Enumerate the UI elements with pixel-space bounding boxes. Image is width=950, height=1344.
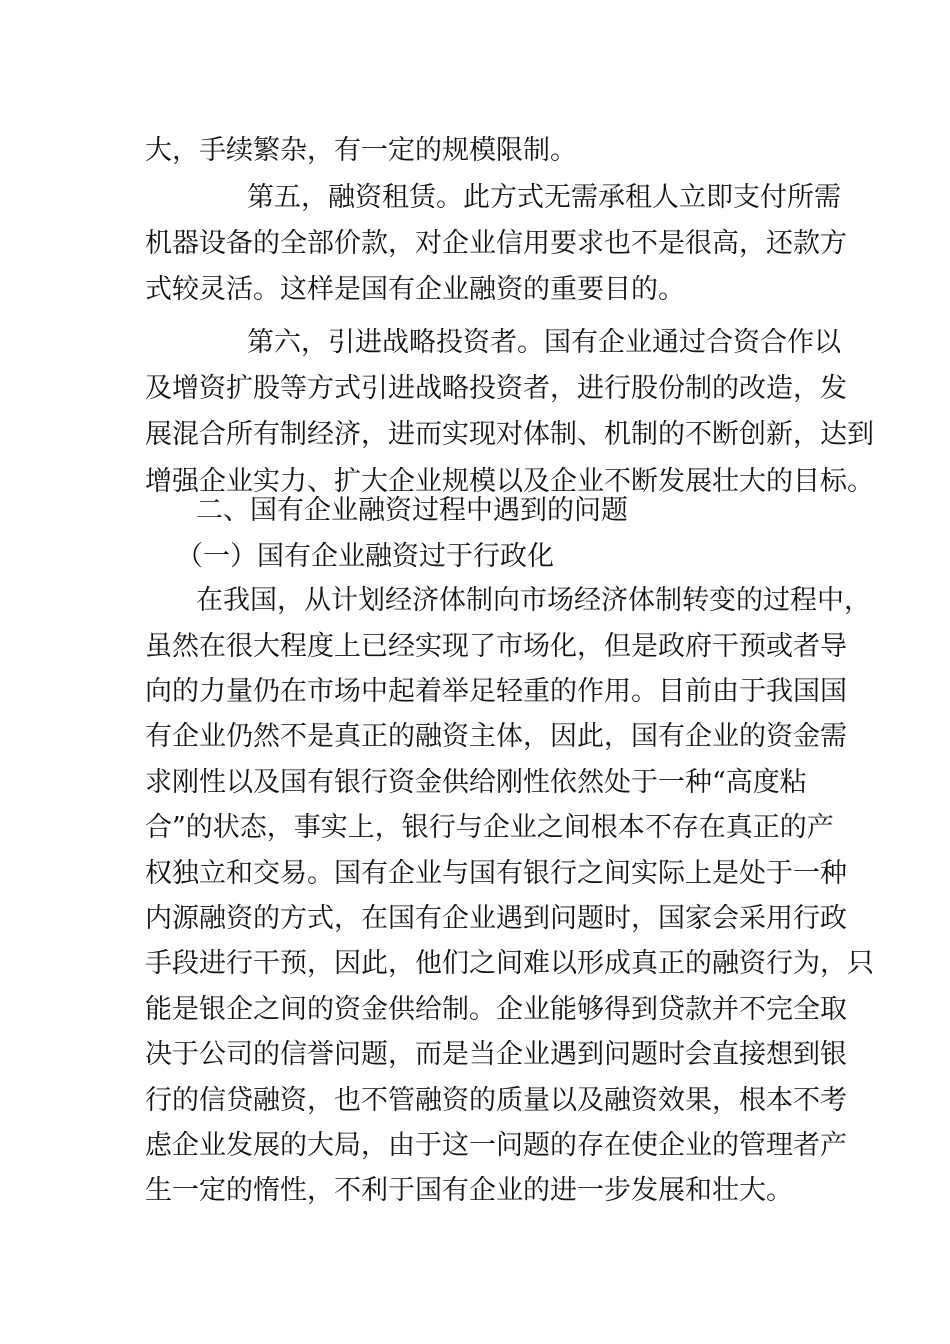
text-line-16: 合”的状态，事实上，银行与企业之间根本不存在真正的产 [145,812,834,843]
text-line-20: 能是银企之间的资金供给制。企业能够得到贷款并不完全取 [145,994,847,1025]
text-line-1: 大，手续繁杂，有一定的规模限制。 [145,135,577,166]
text-line-8: 增强企业实力、扩大企业规模以及企业不断发展壮大的目标。 [145,466,874,497]
text-line-24: 生一定的惰性，不利于国有企业的进一步发展和壮大。 [145,1175,793,1206]
text-line-14: 有企业仍然不是真正的融资主体，因此，国有企业的资金需 [145,721,847,752]
text-line-19: 手段进行干预，因此，他们之间难以形成真正的融资行为，只 [145,948,874,979]
text-line-23: 虑企业发展的大局，由于这一问题的存在使企业的管理者产 [145,1130,847,1161]
text-line-21: 决于公司的信誉问题，而是当企业遇到问题时会直接想到银 [145,1039,847,1070]
text-line-4: 式较灵活。这样是国有企业融资的重要目的。 [145,274,685,305]
text-line-7: 展混合所有制经济，进而实现对体制、机制的不断创新，达到 [145,419,874,450]
text-line-18: 内源融资的方式，在国有企业遇到问题时，国家会采用行政 [145,903,847,934]
section-heading: 二、国有企业融资过程中遇到的问题 [196,495,628,526]
text-line-13: 向的力量仍在市场中起着举足轻重的作用。目前由于我国国 [145,676,847,707]
text-line-17: 权独立和交易。国有企业与国有银行之间实际上是处于一种 [145,858,847,889]
text-line-12: 虽然在很大程度上已经实现了市场化，但是政府干预或者导 [145,631,847,662]
subsection-heading: （一）国有企业融资过于行政化 [176,541,554,572]
text-line-11: 在我国，从计划经济体制向市场经济体制转变的过程中， [196,585,871,616]
text-line-6: 及增资扩股等方式引进战略投资者，进行股份制的改造，发 [145,373,847,404]
text-line-22: 行的信贷融资，也不管融资的质量以及融资效果，根本不考 [145,1085,847,1116]
text-line-5: 第六，引进战略投资者。国有企业通过合资合作以 [247,327,841,358]
text-line-2: 第五，融资租赁。此方式无需承租人立即支付所需 [247,182,841,213]
text-line-3: 机器设备的全部价款，对企业信用要求也不是很高，还款方 [145,228,847,259]
text-line-15: 求刚性以及国有银行资金供给刚性依然处于一种“高度粘 [145,767,807,798]
